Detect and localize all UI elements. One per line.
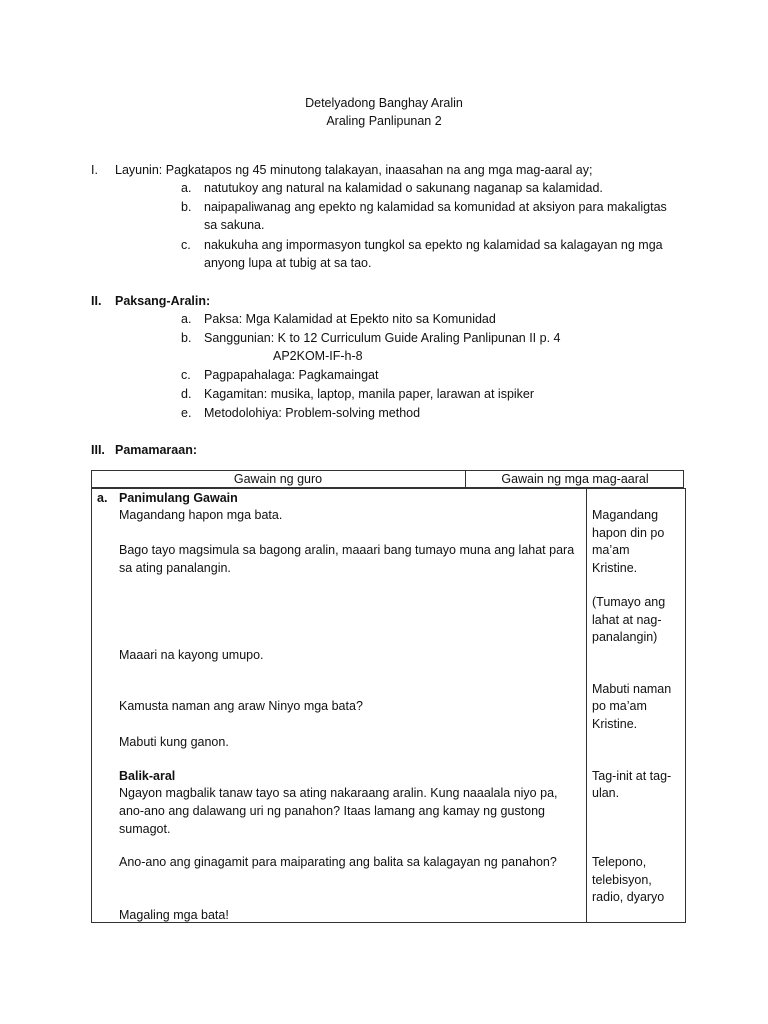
teacher-line: Maaari na kayong umupo. (119, 648, 264, 662)
table-body-divider (586, 488, 587, 923)
student-line: Kristine. (592, 717, 638, 731)
topic-c-letter: c. (181, 368, 191, 382)
teacher-line: Magandang hapon mga bata. (119, 508, 283, 522)
student-line: telebisyon, (592, 873, 652, 887)
topic-b-text: Sanggunian: K to 12 Curriculum Guide Araling Panlipunan II p. 4 (204, 331, 561, 345)
topic-b-letter: b. (181, 331, 192, 345)
teacher-subheading: Balik-aral (119, 769, 176, 783)
teacher-line: Ngayon magbalik tanaw tayo sa ating nakaraang aralin. Kung naaalala niyo pa, (119, 786, 558, 800)
objective-c-text-cont: anyong lupa at tubig at sa tao. (204, 256, 372, 270)
student-line: radio, dyaryo (592, 890, 665, 904)
topic-a-text: Paksa: Mga Kalamidad at Epekto nito sa Komunidad (204, 312, 496, 326)
section-1-number: I. (91, 163, 98, 177)
teacher-line: ano-ano ang dalawang uri ng panahon? Itaas lamang ang kamay ng gustong (119, 804, 546, 818)
teacher-line: Mabuti kung ganon. (119, 735, 229, 749)
table-sub-letter: a. (97, 491, 108, 505)
section-1-text: Layunin: Pagkatapos ng 45 minutong talakayan, inaasahan na ang mga mag-aaral ay; (115, 163, 593, 177)
student-line: Telepono, (592, 855, 647, 869)
student-line: lahat at nag- (592, 613, 662, 627)
student-line: ma’am (592, 543, 630, 557)
section-2-heading: Paksang-Aralin: (115, 294, 211, 308)
table-header-students: Gawain ng mga mag-aaral (501, 472, 649, 486)
objective-b-text-cont: sa sakuna. (204, 218, 265, 232)
document-subtitle: Araling Panlipunan 2 (326, 114, 442, 128)
section-3-heading: Pamamaraan: (115, 443, 197, 457)
objective-a-letter: a. (181, 181, 192, 195)
objective-c-letter: c. (181, 238, 191, 252)
teacher-line: Bago tayo magsimula sa bagong aralin, maaari bang tumayo muna ang lahat para (119, 543, 575, 557)
teacher-line: Kamusta naman ang araw Ninyo mga bata? (119, 699, 363, 713)
objective-b-text: naipapaliwanag ang epekto ng kalamidad sa komunidad at aksiyon para makaligtas (204, 200, 667, 214)
student-line: ulan. (592, 786, 620, 800)
student-line: po ma’am (592, 699, 647, 713)
topic-e-text: Metodolohiya: Problem-solving method (204, 406, 421, 420)
student-line: hapon din po (592, 526, 665, 540)
document-title: Detelyadong Banghay Aralin (305, 96, 463, 110)
table-header-teacher: Gawain ng guro (233, 472, 323, 486)
objective-c-text: nakukuha ang impormasyon tungkol sa epekto ng kalamidad sa kalagayan ng mga (204, 238, 663, 252)
section-2-number: II. (91, 294, 102, 308)
teacher-line: sumagot. (119, 822, 171, 836)
topic-d-text: Kagamitan: musika, laptop, manila paper, larawan at ispiker (204, 387, 535, 401)
student-line: panalangin) (592, 630, 658, 644)
student-line: Kristine. (592, 561, 638, 575)
student-line: (Tumayo ang (592, 595, 666, 609)
topic-e-letter: e. (181, 406, 192, 420)
student-line: Magandang (592, 508, 659, 522)
table-sub-heading: Panimulang Gawain (119, 491, 238, 505)
topic-c-text: Pagpapahalaga: Pagkamaingat (204, 368, 379, 382)
student-line: Tag-init at tag- (592, 769, 672, 783)
topic-b-code: AP2KOM-IF-h-8 (273, 349, 363, 363)
topic-a-letter: a. (181, 312, 192, 326)
teacher-line: Ano-ano ang ginagamit para maiparating ang balita sa kalagayan ng panahon? (119, 855, 557, 869)
student-line: Mabuti naman (592, 682, 672, 696)
topic-d-letter: d. (181, 387, 192, 401)
teacher-line: Magaling mga bata! (119, 908, 229, 922)
objective-b-letter: b. (181, 200, 192, 214)
teacher-line: sa ating panalangin. (119, 561, 231, 575)
objective-a-text: natutukoy ang natural na kalamidad o sakunang naganap sa kalamidad. (204, 181, 603, 195)
section-3-number: III. (91, 443, 105, 457)
